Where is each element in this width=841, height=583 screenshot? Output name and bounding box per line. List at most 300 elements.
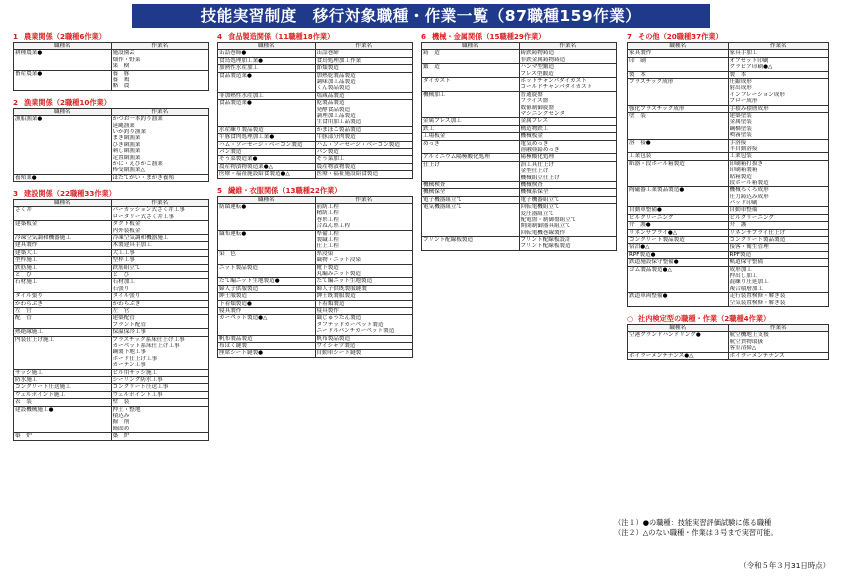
work-cell — [111, 242, 209, 249]
table-row — [218, 250, 413, 264]
work-name: 複合積層加工 — [729, 285, 764, 292]
table-row — [422, 140, 617, 154]
work-name: パッド印刷 — [729, 200, 758, 207]
work-name: オフセット印刷 — [729, 57, 769, 64]
job-name: 宿泊●△ — [628, 244, 729, 251]
work-name: 壁 装 — [112, 399, 130, 406]
work-cell — [111, 399, 209, 406]
work-cell — [111, 315, 209, 329]
table-row — [628, 105, 829, 112]
work-cell — [111, 384, 209, 391]
work-name: プレス型鍛造 — [520, 70, 554, 77]
work-name: 自動車シート縫製 — [316, 350, 362, 357]
work-name: 金属塗装 — [729, 119, 752, 126]
job-name: 築 炉 — [14, 433, 112, 440]
job-name: パン製造 — [218, 148, 316, 155]
work-name: グラビア印刷●△ — [729, 64, 773, 71]
work-name: ウェルポイント工事 — [112, 391, 163, 398]
work-name: 家具手加工 — [729, 50, 758, 57]
job-name: 医療・福祉施設給食製造●△ — [218, 171, 316, 178]
work-name: ビルクリーニング — [729, 214, 775, 221]
table-row — [628, 214, 829, 221]
job-header: 職種名 — [218, 196, 316, 203]
work-cell — [728, 352, 829, 359]
job-name: 織布運転● — [218, 230, 316, 250]
column-1 — [13, 32, 209, 448]
job-name: リネンサプライ●△ — [628, 229, 729, 236]
work-name: プリント配線板製造 — [520, 243, 571, 250]
table-row — [218, 72, 413, 92]
job-name: アルミニウム陽極酸化処理 — [422, 154, 520, 161]
work-cell — [111, 257, 209, 264]
work-header: 作業名 — [315, 196, 413, 203]
job-name: たて編ニット生地製造● — [218, 278, 316, 285]
work-name: 回転電機組立て — [520, 204, 560, 211]
table-row — [628, 153, 829, 160]
work-name: 接客・衛生管理 — [729, 244, 769, 251]
work-cell — [315, 315, 413, 335]
table-row — [14, 315, 209, 329]
work-name: パーカッション式さく井工事 — [112, 207, 185, 214]
table-row — [14, 300, 209, 307]
job-name: 熱絶縁施工 — [14, 329, 112, 336]
work-name: ブロー成形 — [729, 98, 758, 105]
work-name: 塩蔵品製造 — [316, 92, 345, 99]
work-cell — [728, 237, 829, 244]
job-name: 電気機器組立て — [422, 204, 520, 237]
work-cell — [519, 118, 617, 125]
work-name: プラスチック系床仕上げ工事 — [112, 336, 185, 343]
job-header: 職種名 — [628, 325, 729, 332]
work-name: タフテッドカーペット製造 — [316, 321, 384, 328]
table-row — [628, 332, 829, 352]
work-cell — [111, 300, 209, 307]
table-row — [218, 100, 413, 127]
job-name: めっき — [422, 140, 520, 154]
table-row — [218, 50, 413, 57]
table-row — [628, 187, 829, 207]
table-header-row — [14, 108, 209, 115]
work-name: 糸浸染 — [316, 250, 334, 257]
job-name: 牛豚食肉処理加工業● — [218, 134, 316, 141]
work-cell — [111, 174, 209, 181]
work-name: 靴下製造 — [316, 264, 339, 271]
job-name: 畜産農業● — [14, 70, 112, 90]
table-header-row — [14, 200, 209, 207]
table-header-row — [218, 43, 413, 50]
work-name: 延縄漁業 — [112, 122, 135, 129]
job-name: 婦人子供服製造 — [218, 285, 316, 292]
table-header-row — [628, 325, 829, 332]
work-name: 鉄筋組立て — [112, 264, 141, 271]
table-row — [422, 133, 617, 140]
work-name: 発酵食品製造 — [316, 106, 351, 113]
table-row — [14, 433, 209, 440]
category-title-text: 建設関係（22職種33作業） — [24, 189, 116, 199]
page-title: 技能実習制度 移行対象職種・作業一覧（87職種159作業） — [132, 4, 710, 28]
category-table — [217, 196, 413, 358]
work-cell — [728, 153, 829, 160]
job-name: 食品製造業● — [218, 100, 316, 127]
category-section — [13, 98, 209, 182]
job-name: 印 刷 — [628, 57, 729, 71]
job-name: 缶詰巻締● — [218, 50, 316, 57]
category-title-text: 食品製造関係（11職種18作業） — [228, 32, 335, 41]
table-row — [14, 207, 209, 221]
job-name: 鉄道車両整備● — [628, 293, 729, 307]
work-name: 機械ろくろ成形 — [729, 187, 769, 194]
table-row — [14, 293, 209, 300]
table-row — [14, 377, 209, 384]
work-name: 介 護 — [729, 222, 747, 229]
job-name: プリント配線板製造 — [422, 237, 520, 251]
job-name: 陶磁器工業製品製造● — [628, 187, 729, 207]
job-name: 強化プラスチック成形 — [628, 105, 729, 112]
work-name: 石材加工 — [112, 279, 135, 286]
work-name: 自動車整備 — [729, 207, 758, 214]
table-row — [628, 251, 829, 258]
work-name: 医療・福祉施設給食製造 — [316, 171, 379, 178]
work-header: 作業名 — [111, 43, 209, 50]
work-cell — [519, 125, 617, 132]
work-cell — [315, 350, 413, 357]
job-name: 農産物漬物製造業●△ — [218, 163, 316, 170]
work-name: ビル用サッシ施工 — [112, 369, 158, 376]
work-name: ロータリー式さく井工事 — [112, 213, 175, 220]
table-header-row — [14, 43, 209, 50]
table-row — [422, 125, 617, 132]
work-cell — [315, 57, 413, 64]
job-name: ウェルポイント施工 — [14, 391, 112, 398]
work-name: 成形加工 — [729, 266, 752, 273]
work-name: 前紡工程 — [316, 204, 339, 211]
work-cell — [315, 264, 413, 278]
job-header: 職種名 — [14, 200, 112, 207]
category-number: 2 — [13, 97, 19, 107]
work-cell — [519, 237, 617, 251]
work-name: 定置網漁業 — [112, 154, 141, 161]
job-name: 機械保全 — [422, 189, 520, 196]
category-table — [217, 42, 413, 179]
category-title-text: 漁業関係（2職種10作業） — [24, 97, 111, 107]
work-name: ダクト板金 — [112, 221, 141, 228]
job-name: タイル張り — [14, 293, 112, 300]
job-name: サッシ施工 — [14, 369, 112, 376]
work-name: そう菜加工 — [316, 156, 345, 163]
category-table — [421, 42, 617, 251]
category-title-text: その他（20職種37作業） — [638, 32, 723, 41]
job-name: ダイカスト — [422, 77, 520, 91]
job-name: 工業包装 — [628, 153, 729, 160]
job-name: 型枠施工 — [14, 257, 112, 264]
table-row — [422, 189, 617, 196]
work-name: 鋳鉄鋳物鋳造 — [520, 50, 555, 57]
job-name: 石材施工 — [14, 279, 112, 293]
table-row — [14, 406, 209, 433]
work-name: 貼箱製造 — [729, 173, 752, 180]
job-name: プラスチック成形 — [628, 79, 729, 106]
category-section — [627, 32, 829, 307]
work-name: 開閉制御器具組立て — [520, 223, 571, 230]
table-row — [218, 350, 413, 357]
job-name: コンクリート圧送施工 — [14, 384, 112, 391]
table-row — [14, 221, 209, 235]
table-row — [218, 293, 413, 300]
work-cell — [111, 377, 209, 384]
work-name: 構造物鉄工 — [520, 125, 549, 132]
work-name: ニードルパンチカーペット製造 — [316, 328, 395, 335]
work-name: 変圧器組立て — [520, 210, 555, 217]
work-name: 半自動溶接 — [729, 145, 758, 152]
work-name: 治工具仕上げ — [520, 161, 555, 168]
table-row — [628, 222, 829, 229]
work-cell — [519, 161, 617, 181]
table-row — [422, 154, 617, 161]
job-name: 寝具製作 — [218, 307, 316, 314]
table-header-row — [628, 43, 829, 50]
work-name: 製 本 — [729, 71, 747, 78]
table-row — [14, 257, 209, 264]
table-header-row — [218, 196, 413, 203]
work-cell — [111, 116, 209, 175]
job-name: 紳士服製造 — [218, 293, 316, 300]
table-row — [218, 335, 413, 342]
work-name: 空気装置検修・解ぎ装 — [729, 299, 786, 306]
job-header: 職種名 — [14, 108, 112, 115]
work-cell — [728, 251, 829, 258]
work-name: 混練り圧延加工 — [729, 279, 769, 286]
work-name: 溶融亜鉛めっき — [520, 146, 560, 153]
job-name: ゴム製品製造●△ — [628, 266, 729, 293]
work-name: 仕上工程 — [316, 243, 339, 250]
work-cell — [519, 91, 617, 118]
category-number: 1 — [13, 32, 19, 41]
work-header: 作業名 — [111, 108, 209, 115]
job-name: 製 本 — [628, 71, 729, 78]
category-title — [13, 32, 209, 42]
work-name: くん製品製造 — [316, 85, 351, 92]
work-header: 作業名 — [728, 43, 829, 50]
work-name: リネンサプライ仕上げ — [729, 229, 786, 236]
work-name: 機械系保全 — [520, 189, 549, 196]
job-name: 仕上げ — [422, 161, 520, 181]
table-row — [218, 65, 413, 72]
work-cell — [111, 50, 209, 70]
column-3 — [421, 32, 617, 258]
job-name: 表 装 — [14, 399, 112, 406]
table-row — [218, 141, 413, 148]
job-name: 紡績運転● — [218, 204, 316, 231]
table-row — [628, 57, 829, 71]
work-cell — [728, 259, 829, 266]
work-cell — [728, 222, 829, 229]
work-cell — [519, 204, 617, 237]
job-name: ハム・ソーセージ・ベーコン製造 — [218, 141, 316, 148]
job-name: ニット製品製造 — [218, 264, 316, 278]
work-name: ボイラーメンテナンス — [729, 352, 785, 359]
job-name: 溶 接● — [628, 139, 729, 153]
table-row — [14, 116, 209, 175]
category-table — [627, 42, 829, 307]
table-row — [218, 204, 413, 231]
category-title-text: 農業関係（2職種6作業） — [24, 32, 106, 41]
work-cell — [728, 214, 829, 221]
work-cell — [519, 196, 617, 203]
work-name: ハム・ソーセージ・ベーコン製造 — [316, 141, 400, 148]
work-name: インフレーション成形 — [729, 91, 785, 98]
work-name: 押出し加工 — [729, 273, 758, 280]
job-header: 職種名 — [422, 43, 520, 50]
table-row — [14, 399, 209, 406]
job-name: 塗 装 — [628, 112, 729, 139]
job-name: 電子機器組立て — [422, 196, 520, 203]
job-name: 非加熱性水産加工 — [218, 92, 316, 99]
table-row — [218, 92, 413, 99]
table-row — [14, 174, 209, 181]
table-row — [218, 148, 413, 155]
as-of-date: （令和５年３月31日時点） — [739, 561, 830, 570]
work-name: ほたてがい・まがき養殖 — [112, 174, 175, 181]
job-name: 漁船漁業● — [14, 116, 112, 175]
work-name: 果 樹 — [112, 63, 130, 70]
work-cell — [111, 235, 209, 242]
work-cell — [728, 105, 829, 112]
work-name: 畑作・野菜 — [112, 56, 141, 63]
column-2 — [217, 32, 413, 365]
work-name: 金属プレス — [520, 118, 549, 125]
work-name: 陽極酸化処理 — [520, 154, 555, 161]
work-name: 冷凍空気調和機器施工 — [112, 235, 169, 242]
work-cell — [315, 307, 413, 314]
work-name: 刺し網漁業 — [112, 148, 141, 155]
work-cell — [728, 266, 829, 293]
job-name: 建具製作 — [14, 242, 112, 249]
table-row — [218, 342, 413, 349]
table-row — [628, 71, 829, 78]
work-name: 織じゅうたん製造 — [316, 315, 362, 322]
category-number: 5 — [217, 185, 223, 195]
category-number: 7 — [627, 32, 633, 41]
table-row — [14, 264, 209, 271]
work-name: 鋼製下地工事 — [112, 349, 147, 356]
job-name: 内装仕上げ施工 — [14, 336, 112, 369]
work-name: 数値制御旋盤 — [520, 104, 555, 111]
job-name: 建築板金 — [14, 221, 112, 235]
category-number: 6 — [421, 32, 427, 41]
job-name: 布はく縫製 — [218, 342, 316, 349]
category-section — [421, 32, 617, 251]
category-section — [627, 314, 829, 360]
work-header: 作業名 — [111, 200, 209, 207]
work-cell — [111, 406, 209, 433]
table-row — [422, 118, 617, 125]
note-1: （注１）●の職種：技能実習評価試験に係る職種 — [614, 518, 772, 527]
work-cell — [728, 71, 829, 78]
job-name: 冷凍空気調和機器施工 — [14, 235, 112, 242]
work-cell — [111, 293, 209, 300]
work-cell — [728, 160, 829, 187]
work-cell — [315, 100, 413, 127]
work-name: 調理加工品製造 — [316, 112, 356, 119]
work-cell — [111, 279, 209, 293]
work-cell — [728, 293, 829, 307]
work-name: 食鳥処理加工作業 — [316, 57, 362, 64]
table-row — [628, 50, 829, 57]
work-name: 押土・整地 — [112, 406, 141, 413]
work-name: たて編ニット生地製造 — [316, 278, 373, 285]
work-cell — [315, 141, 413, 148]
category-title — [627, 32, 829, 42]
work-name: 航空貨物取扱 — [729, 338, 764, 345]
table-row — [14, 279, 209, 293]
table-row — [422, 64, 617, 78]
table-row — [422, 196, 617, 203]
job-name: かわらぶき — [14, 300, 112, 307]
table-row — [14, 272, 209, 279]
work-cell — [315, 342, 413, 349]
work-name: 建築配管 — [112, 315, 135, 322]
work-name: 酪 農 — [112, 83, 130, 90]
job-name: 鉄工 — [422, 125, 520, 132]
job-name: 左 官 — [14, 308, 112, 315]
column-4 — [627, 32, 829, 367]
work-cell — [111, 308, 209, 315]
work-name: 保温保冷工事 — [112, 329, 147, 336]
job-name: 帆布製品製造 — [218, 335, 316, 342]
work-cell — [315, 126, 413, 133]
category-title — [13, 189, 209, 199]
work-name: ワイシャツ製造 — [316, 342, 356, 349]
work-cell — [728, 139, 829, 153]
job-name: 機械加工 — [422, 91, 520, 118]
work-cell — [728, 229, 829, 236]
work-name: 機械検査 — [520, 181, 543, 188]
work-cell — [728, 187, 829, 207]
table-row — [218, 307, 413, 314]
work-name: 養 鶏 — [112, 76, 130, 83]
table-row — [628, 160, 829, 187]
work-name: 積込み — [112, 413, 130, 420]
work-name: 準備工程 — [316, 230, 339, 237]
job-name: 機械検査 — [422, 181, 520, 188]
work-cell — [728, 207, 829, 214]
category-title-text: 社内検定型の職種・作業（2職種4作業） — [638, 314, 771, 324]
category-section — [13, 189, 209, 441]
job-name: 家具製作 — [628, 50, 729, 57]
category-table — [13, 199, 209, 441]
work-cell — [111, 433, 209, 440]
work-name: カーペット系床仕上げ工事 — [112, 343, 180, 350]
work-name: 掘 削 — [112, 419, 130, 426]
job-name: カーペット製造●△ — [218, 315, 316, 335]
work-name: 下着類製造 — [316, 300, 345, 307]
table-row — [628, 207, 829, 214]
category-title — [217, 32, 413, 42]
job-name: 染 色 — [218, 250, 316, 264]
work-name: ホットチャンバダイカスト — [520, 77, 587, 84]
work-cell — [519, 181, 617, 188]
work-cell — [728, 79, 829, 106]
table-row — [628, 79, 829, 106]
work-cell — [111, 264, 209, 271]
work-name: ハンマ型鍛造 — [520, 64, 555, 71]
work-cell — [315, 293, 413, 300]
work-name: 金型仕上げ — [520, 168, 549, 175]
work-cell — [519, 189, 617, 196]
category-title — [421, 32, 617, 42]
work-name: 生食用加工品製造 — [316, 119, 362, 126]
work-name: 印刷箱打抜き — [729, 160, 764, 167]
